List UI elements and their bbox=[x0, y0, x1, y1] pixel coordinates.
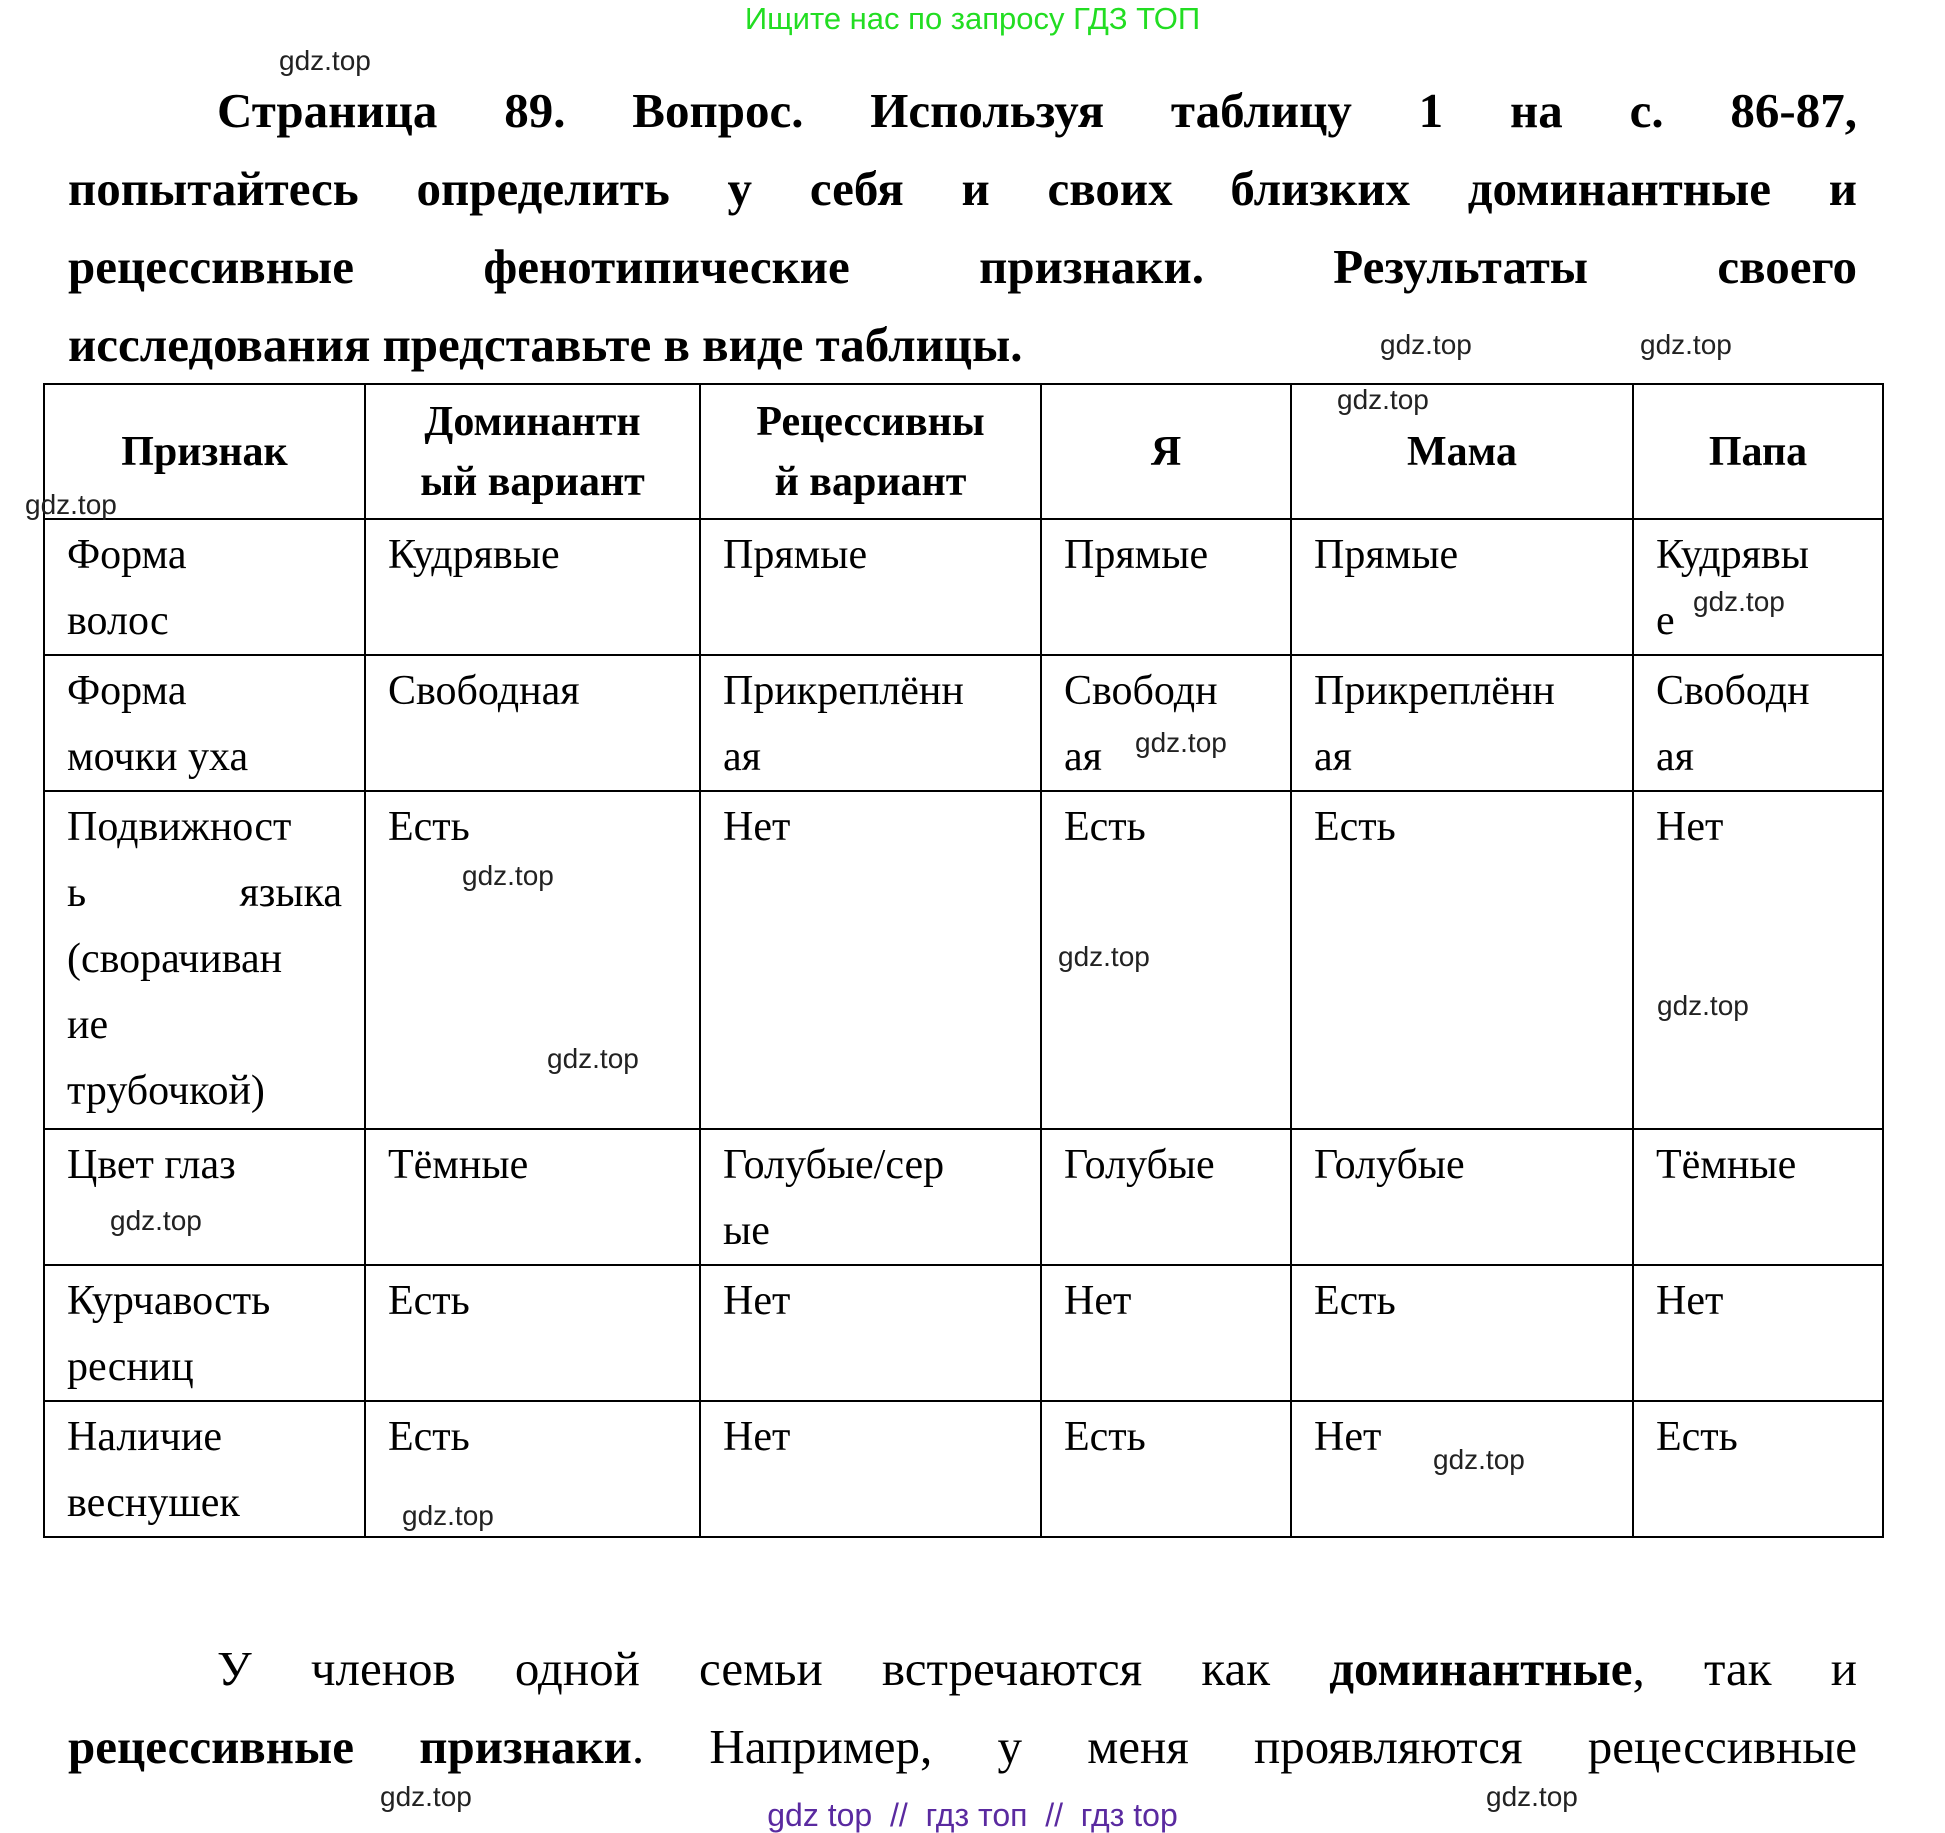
cell-text: Есть bbox=[388, 1278, 470, 1324]
column-header bbox=[700, 384, 1041, 519]
header-text: Папа bbox=[1708, 428, 1808, 475]
cell-text: волос bbox=[67, 598, 169, 644]
table-cell bbox=[1041, 655, 1291, 791]
column-header bbox=[365, 384, 700, 519]
table-cell bbox=[365, 791, 700, 1129]
watermark-text: gdz.top bbox=[1693, 586, 1785, 617]
cell-text: ь языка bbox=[67, 870, 342, 916]
header-text: Признак bbox=[121, 428, 288, 475]
cell-text: Нет bbox=[1656, 1278, 1724, 1324]
cell-text: Тёмные bbox=[388, 1142, 529, 1188]
watermark-text: gdz.top bbox=[1135, 727, 1227, 758]
watermark-text: gdz.top bbox=[1058, 941, 1150, 972]
cell-text: Прикреплённ bbox=[1314, 668, 1555, 714]
cell-text: Прямые bbox=[723, 532, 868, 578]
cell-text: Нет bbox=[723, 1278, 791, 1324]
cell-text: трубочкой) bbox=[67, 1068, 265, 1114]
header-text: Мама bbox=[1407, 428, 1517, 475]
cell-text: Тёмные bbox=[1656, 1142, 1797, 1188]
header-text: Рецессивны bbox=[756, 398, 985, 445]
table-cell bbox=[700, 1129, 1041, 1265]
cell-text: Прикреплённ bbox=[723, 668, 964, 714]
table-row bbox=[44, 519, 1883, 655]
text: , так и bbox=[1632, 1641, 1857, 1696]
watermark-text: gdz.top bbox=[1433, 1444, 1525, 1475]
table-cell bbox=[1291, 1129, 1633, 1265]
table-cell bbox=[1633, 1129, 1883, 1265]
traits-table bbox=[43, 383, 1884, 1538]
table-cell bbox=[1633, 791, 1883, 1129]
table-cell bbox=[1291, 1265, 1633, 1401]
watermark-text: gdz.top bbox=[547, 1043, 639, 1074]
cell-text: Прямые bbox=[1064, 532, 1209, 578]
question-title bbox=[68, 72, 1857, 384]
cell-text: веснушек bbox=[67, 1480, 240, 1526]
table-cell bbox=[44, 1401, 365, 1537]
cell-text: Есть bbox=[388, 804, 470, 850]
cell-text: ие bbox=[67, 1002, 109, 1048]
table-cell bbox=[365, 1265, 700, 1401]
table-cell bbox=[700, 1265, 1041, 1401]
cell-text: Свободн bbox=[1064, 668, 1218, 714]
cell-text: Наличие bbox=[67, 1414, 223, 1460]
cell-text: Кудрявые bbox=[388, 532, 560, 578]
cell-text: Свободная bbox=[388, 668, 580, 714]
cell-text: Прямые bbox=[1314, 532, 1459, 578]
paragraph-line bbox=[68, 1630, 1857, 1708]
title-line: исследования представьте в виде таблицы. bbox=[68, 317, 1023, 372]
cell-text: ые bbox=[723, 1208, 770, 1254]
title-line: рецессивные фенотипические признаки. Результаты своего bbox=[68, 239, 1857, 294]
cell-text: ая bbox=[1314, 734, 1352, 780]
table-row bbox=[44, 1265, 1883, 1401]
title-line: Страница 89. Вопрос. Используя таблицу 1 на с. 86-87, bbox=[217, 83, 1857, 138]
cell-text: ая bbox=[1656, 734, 1694, 780]
watermark-text: gdz.top bbox=[1486, 1781, 1578, 1812]
cell-text: Нет bbox=[1656, 804, 1724, 850]
table-cell bbox=[700, 791, 1041, 1129]
watermark-text: gdz.top bbox=[110, 1205, 202, 1236]
table-cell bbox=[44, 655, 365, 791]
watermark-text: gdz.top bbox=[1640, 329, 1732, 360]
table-cell bbox=[1633, 1401, 1883, 1537]
table-cell bbox=[44, 1129, 365, 1265]
header-text: Я bbox=[1150, 428, 1182, 475]
column-header bbox=[1041, 384, 1291, 519]
text: У членов одной семьи встречаются как bbox=[217, 1641, 1330, 1696]
header-text: Доминантн bbox=[424, 398, 641, 445]
cell-text: Форма bbox=[67, 532, 187, 578]
table-cell bbox=[44, 519, 365, 655]
cell-text: Нет bbox=[1064, 1278, 1132, 1324]
table-cell bbox=[1041, 1129, 1291, 1265]
table-row bbox=[44, 791, 1883, 1129]
cell-text: Есть bbox=[1656, 1414, 1738, 1460]
table-cell bbox=[1633, 655, 1883, 791]
table-cell bbox=[1041, 1265, 1291, 1401]
cell-text: Нет bbox=[1314, 1414, 1382, 1460]
cell-text: Форма bbox=[67, 668, 187, 714]
cell-text: ая bbox=[723, 734, 761, 780]
cell-text: Есть bbox=[1064, 1414, 1146, 1460]
column-header bbox=[1633, 384, 1883, 519]
cell-text: ая bbox=[1064, 734, 1102, 780]
watermark-text: gdz.top bbox=[462, 860, 554, 891]
cell-text: Нет bbox=[723, 804, 791, 850]
cell-text: Цвет глаз bbox=[67, 1142, 236, 1188]
bold-term: доминантные bbox=[1329, 1641, 1633, 1696]
header-text: ый вариант bbox=[420, 458, 645, 505]
table-row bbox=[44, 1129, 1883, 1265]
table-cell bbox=[365, 519, 700, 655]
table-cell bbox=[365, 1129, 700, 1265]
cell-text: Свободн bbox=[1656, 668, 1810, 714]
text: . Например, у меня проявляются рецессивные bbox=[631, 1719, 1857, 1774]
cell-text: мочки уха bbox=[67, 734, 249, 780]
table-cell bbox=[1291, 791, 1633, 1129]
cell-text: Есть bbox=[388, 1414, 470, 1460]
table-row bbox=[44, 655, 1883, 791]
paragraph-line bbox=[68, 1708, 1857, 1786]
table-cell bbox=[44, 791, 365, 1129]
table-cell bbox=[700, 519, 1041, 655]
cell-text: Голубые/сер bbox=[723, 1142, 945, 1188]
cell-text: Кудрявы bbox=[1656, 532, 1809, 578]
cell-text: Подвижност bbox=[67, 804, 292, 850]
cell-text: Голубые bbox=[1064, 1142, 1215, 1188]
cell-text: е bbox=[1656, 598, 1675, 644]
cell-text: ресниц bbox=[67, 1344, 194, 1390]
table-cell bbox=[1291, 655, 1633, 791]
cell-text: Нет bbox=[723, 1414, 791, 1460]
cell-text: Есть bbox=[1314, 1278, 1396, 1324]
title-line: попытайтесь определить у себя и своих близких доминантные и bbox=[68, 161, 1857, 216]
watermark-text: gdz.top bbox=[1380, 329, 1472, 360]
cell-text: Голубые bbox=[1314, 1142, 1465, 1188]
table-row bbox=[44, 1401, 1883, 1537]
table-cell bbox=[1291, 519, 1633, 655]
answer-paragraph bbox=[68, 1630, 1857, 1786]
watermark-text: gdz.top bbox=[279, 45, 371, 76]
table-header-row bbox=[44, 384, 1883, 519]
bold-term: рецессивные признаки bbox=[68, 1719, 632, 1774]
header-text: й вариант bbox=[774, 458, 967, 505]
footer-watermark: gdz top // гдз топ // гдз top bbox=[767, 1797, 1178, 1833]
watermark-text: gdz.top bbox=[402, 1500, 494, 1531]
table-cell bbox=[1041, 1401, 1291, 1537]
table-cell bbox=[44, 1265, 365, 1401]
table-cell bbox=[700, 655, 1041, 791]
table-cell bbox=[1633, 1265, 1883, 1401]
search-banner: Ищите нас по запросу ГДЗ ТОП bbox=[744, 1, 1201, 36]
cell-text: (сворачиван bbox=[67, 936, 283, 982]
watermark-text: gdz.top bbox=[25, 489, 117, 520]
watermark-text: gdz.top bbox=[380, 1781, 472, 1812]
cell-text: Есть bbox=[1064, 804, 1146, 850]
watermark-text: gdz.top bbox=[1657, 990, 1749, 1021]
table-cell bbox=[1041, 519, 1291, 655]
cell-text: Курчавость bbox=[67, 1278, 271, 1324]
table-cell bbox=[700, 1401, 1041, 1537]
table-cell bbox=[365, 655, 700, 791]
watermark-text: gdz.top bbox=[1337, 384, 1429, 415]
cell-text: Есть bbox=[1314, 804, 1396, 850]
